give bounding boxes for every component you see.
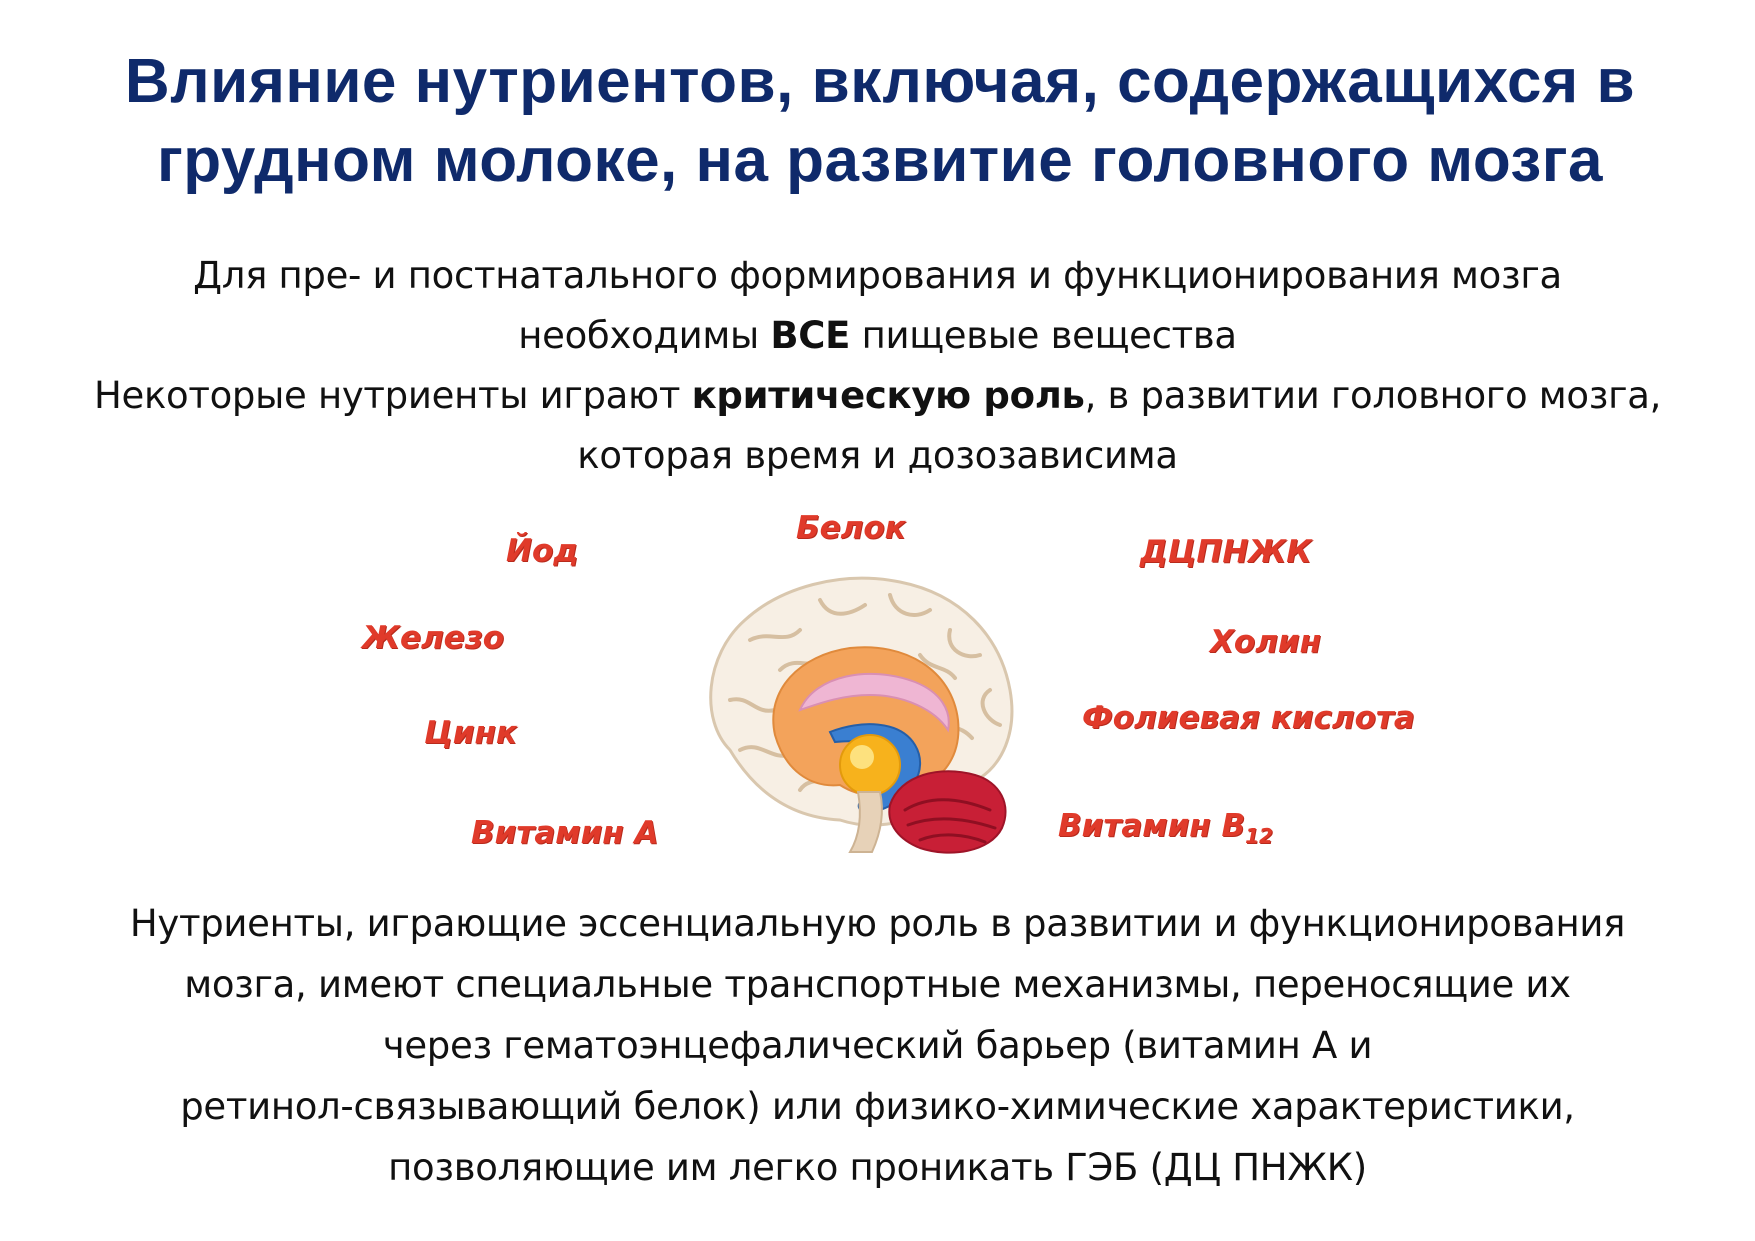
nutrient-vitamin-b12 [1058, 808, 1273, 848]
nutrient-lcpufa: ДЦПНЖК [1140, 534, 1312, 570]
outro-line-3: через гематоэнцефалический барьер (витамин А и [382, 1024, 1373, 1067]
b12-base: Витамин В [1058, 808, 1246, 844]
outro-text [20, 893, 1735, 1198]
nutrient-zinc: Цинк [424, 715, 517, 751]
intro-line-2 [20, 306, 1735, 366]
outro-line-1: Нутриенты, играющие эссенциальную роль в развитии и функционирования [129, 902, 1626, 945]
intro-text [20, 246, 1735, 486]
outro-line-5: позволяющие им легко проникать ГЭБ (ДЦ ПНЖК) [388, 1146, 1367, 1189]
nutrient-vitamin-a: Витамин А [471, 815, 659, 851]
intro-line-2-end: пищевые вещества [850, 314, 1237, 357]
nutrient-protein: Белок [796, 510, 906, 546]
nutrient-folic-acid: Фолиевая кислота [1082, 700, 1415, 736]
slide-title [60, 42, 1700, 200]
intro-line-2-start: необходимы [518, 314, 771, 357]
intro-line-3-end: , в развитии головного мозга, [1084, 374, 1662, 417]
nutrient-iodine: Йод [506, 533, 579, 569]
intro-line-2-bold: ВСЕ [770, 314, 851, 357]
intro-line-4: которая время и дозозависима [577, 434, 1178, 477]
intro-line-3-bold: критическую роль [691, 374, 1085, 417]
brain-icon [690, 560, 1030, 860]
title-line-2: грудном молоке, на развитие головного мозга [156, 126, 1604, 195]
title-line-1: Влияние нутриентов, включая, содержащихся в [124, 47, 1636, 116]
outro-line-4: ретинол-связывающий белок) или физико-химические характеристики, [180, 1085, 1575, 1128]
intro-line-1: Для пре- и постнатального формирования и функционирования мозга [193, 254, 1562, 297]
nutrient-iron: Железо [362, 620, 505, 656]
outro-line-2: мозга, имеют специальные транспортные механизмы, переносящие их [184, 963, 1571, 1006]
b12-subscript: 12 [1245, 824, 1273, 849]
intro-line-3-start: Некоторые нутриенты играют [93, 374, 692, 417]
brain-cerebellum [889, 771, 1005, 852]
intro-line-3 [20, 366, 1735, 426]
nutrient-choline: Холин [1210, 624, 1322, 660]
